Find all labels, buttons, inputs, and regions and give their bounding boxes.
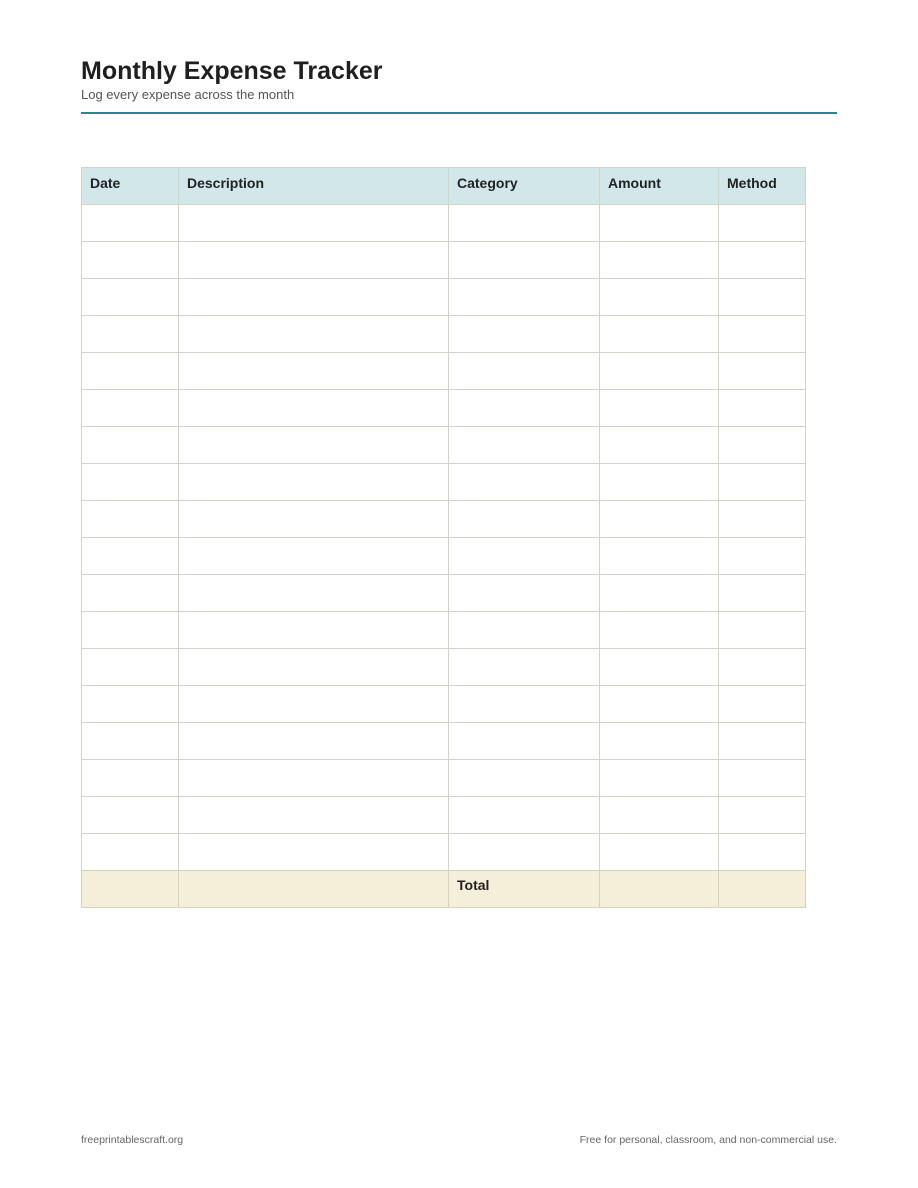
- entry-cell-description[interactable]: [179, 316, 449, 353]
- entry-cell-method[interactable]: [719, 353, 806, 390]
- total-cell-description[interactable]: [179, 871, 449, 908]
- entry-cell-amount[interactable]: [600, 575, 719, 612]
- entry-cell-category[interactable]: [449, 242, 600, 279]
- column-header-description: Description: [179, 168, 449, 205]
- entry-cell-date[interactable]: [82, 501, 179, 538]
- entry-cell-category[interactable]: [449, 760, 600, 797]
- entry-cell-description[interactable]: [179, 723, 449, 760]
- entry-cell-category[interactable]: [449, 279, 600, 316]
- entry-cell-date[interactable]: [82, 279, 179, 316]
- entry-cell-amount[interactable]: [600, 612, 719, 649]
- entry-cell-method[interactable]: [719, 538, 806, 575]
- entry-cell-category[interactable]: [449, 612, 600, 649]
- entry-cell-method[interactable]: [719, 612, 806, 649]
- entry-cell-category[interactable]: [449, 834, 600, 871]
- entry-cell-amount[interactable]: [600, 723, 719, 760]
- entry-cell-amount[interactable]: [600, 686, 719, 723]
- table-row: [82, 649, 806, 686]
- entry-cell-method[interactable]: [719, 760, 806, 797]
- table-row: [82, 538, 806, 575]
- table-row: [82, 427, 806, 464]
- table-row: [82, 316, 806, 353]
- entry-cell-date[interactable]: [82, 353, 179, 390]
- column-header-date: Date: [82, 168, 179, 205]
- entry-cell-description[interactable]: [179, 686, 449, 723]
- total-amount-cell[interactable]: [600, 871, 719, 908]
- entry-cell-method[interactable]: [719, 575, 806, 612]
- entry-cell-description[interactable]: [179, 834, 449, 871]
- entry-cell-date[interactable]: [82, 390, 179, 427]
- entry-cell-category[interactable]: [449, 501, 600, 538]
- entry-cell-amount[interactable]: [600, 464, 719, 501]
- table-row: [82, 279, 806, 316]
- table-row: [82, 464, 806, 501]
- expense-table: [81, 167, 806, 908]
- entry-cell-date[interactable]: [82, 760, 179, 797]
- entry-cell-date[interactable]: [82, 723, 179, 760]
- entry-cell-description[interactable]: [179, 279, 449, 316]
- entry-cell-method[interactable]: [719, 649, 806, 686]
- header-divider: [81, 112, 837, 114]
- entry-cell-method[interactable]: [719, 279, 806, 316]
- column-header-amount: Amount: [600, 168, 719, 205]
- entry-cell-description[interactable]: [179, 649, 449, 686]
- entry-cell-amount[interactable]: [600, 242, 719, 279]
- entry-cell-method[interactable]: [719, 723, 806, 760]
- entry-cell-date[interactable]: [82, 427, 179, 464]
- column-header-category: Category: [449, 168, 600, 205]
- entry-cell-method[interactable]: [719, 205, 806, 242]
- total-label: Total: [449, 871, 600, 908]
- entry-cell-amount[interactable]: [600, 834, 719, 871]
- table-row: [82, 390, 806, 427]
- total-row: [82, 871, 806, 908]
- entry-cell-method[interactable]: [719, 427, 806, 464]
- table-row: [82, 797, 806, 834]
- total-cell-date[interactable]: [82, 871, 179, 908]
- table-row: [82, 760, 806, 797]
- entry-cell-category[interactable]: [449, 686, 600, 723]
- table-row: [82, 612, 806, 649]
- page-header: [81, 56, 837, 102]
- entry-cell-amount[interactable]: [600, 649, 719, 686]
- entry-cell-amount[interactable]: [600, 501, 719, 538]
- entry-cell-description[interactable]: [179, 390, 449, 427]
- entry-cell-date[interactable]: [82, 242, 179, 279]
- entry-cell-category[interactable]: [449, 205, 600, 242]
- table-header-row: [82, 168, 806, 205]
- entry-cell-method[interactable]: [719, 464, 806, 501]
- entry-cell-description[interactable]: [179, 797, 449, 834]
- entry-cell-method[interactable]: [719, 797, 806, 834]
- entry-cell-date[interactable]: [82, 612, 179, 649]
- entry-cell-description[interactable]: [179, 575, 449, 612]
- entry-cell-category[interactable]: [449, 538, 600, 575]
- entry-cell-category[interactable]: [449, 390, 600, 427]
- entry-cell-date[interactable]: [82, 538, 179, 575]
- entry-cell-amount[interactable]: [600, 390, 719, 427]
- entry-cell-date[interactable]: [82, 649, 179, 686]
- footer-site: freeprintablescraft.org: [81, 1134, 184, 1146]
- entry-cell-amount[interactable]: [600, 427, 719, 464]
- entry-cell-description[interactable]: [179, 353, 449, 390]
- entry-cell-amount[interactable]: [600, 205, 719, 242]
- entry-cell-method[interactable]: [719, 390, 806, 427]
- page-subtitle: Log every expense across the month: [81, 87, 295, 102]
- entry-cell-description[interactable]: [179, 464, 449, 501]
- table-row: [82, 353, 806, 390]
- page-title: Monthly Expense Tracker: [81, 57, 383, 85]
- entry-cell-amount[interactable]: [600, 760, 719, 797]
- entry-cell-method[interactable]: [719, 242, 806, 279]
- entry-cell-description[interactable]: [179, 760, 449, 797]
- table-row: [82, 205, 806, 242]
- table-row: [82, 242, 806, 279]
- entry-cell-category[interactable]: [449, 575, 600, 612]
- entry-cell-category[interactable]: [449, 797, 600, 834]
- footer-license: Free for personal, classroom, and non-commercial use.: [579, 1134, 837, 1146]
- entry-cell-amount[interactable]: [600, 797, 719, 834]
- entry-cell-description[interactable]: [179, 427, 449, 464]
- total-cell-method[interactable]: [719, 871, 806, 908]
- entry-cell-amount[interactable]: [600, 316, 719, 353]
- entry-cell-description[interactable]: [179, 501, 449, 538]
- entry-cell-description[interactable]: [179, 242, 449, 279]
- entry-cell-category[interactable]: [449, 427, 600, 464]
- entry-cell-category[interactable]: [449, 316, 600, 353]
- entry-cell-method[interactable]: [719, 501, 806, 538]
- table-row: [82, 686, 806, 723]
- entry-cell-amount[interactable]: [600, 279, 719, 316]
- entry-cell-description[interactable]: [179, 205, 449, 242]
- table-row: [82, 723, 806, 760]
- entry-cell-category[interactable]: [449, 464, 600, 501]
- entry-cell-method[interactable]: [719, 834, 806, 871]
- table-body: [82, 205, 806, 908]
- entry-cell-description[interactable]: [179, 612, 449, 649]
- entry-cell-description[interactable]: [179, 538, 449, 575]
- entry-cell-date[interactable]: [82, 464, 179, 501]
- column-header-method: Method: [719, 168, 806, 205]
- entry-cell-amount[interactable]: [600, 538, 719, 575]
- entry-cell-date[interactable]: [82, 575, 179, 612]
- entry-cell-date[interactable]: [82, 205, 179, 242]
- table-row: [82, 575, 806, 612]
- entry-cell-date[interactable]: [82, 797, 179, 834]
- entry-cell-category[interactable]: [449, 353, 600, 390]
- entry-cell-date[interactable]: [82, 316, 179, 353]
- table-row: [82, 834, 806, 871]
- entry-cell-date[interactable]: [82, 686, 179, 723]
- entry-cell-category[interactable]: [449, 649, 600, 686]
- entry-cell-amount[interactable]: [600, 353, 719, 390]
- entry-cell-category[interactable]: [449, 723, 600, 760]
- entry-cell-method[interactable]: [719, 686, 806, 723]
- table-row: [82, 501, 806, 538]
- entry-cell-method[interactable]: [719, 316, 806, 353]
- entry-cell-date[interactable]: [82, 834, 179, 871]
